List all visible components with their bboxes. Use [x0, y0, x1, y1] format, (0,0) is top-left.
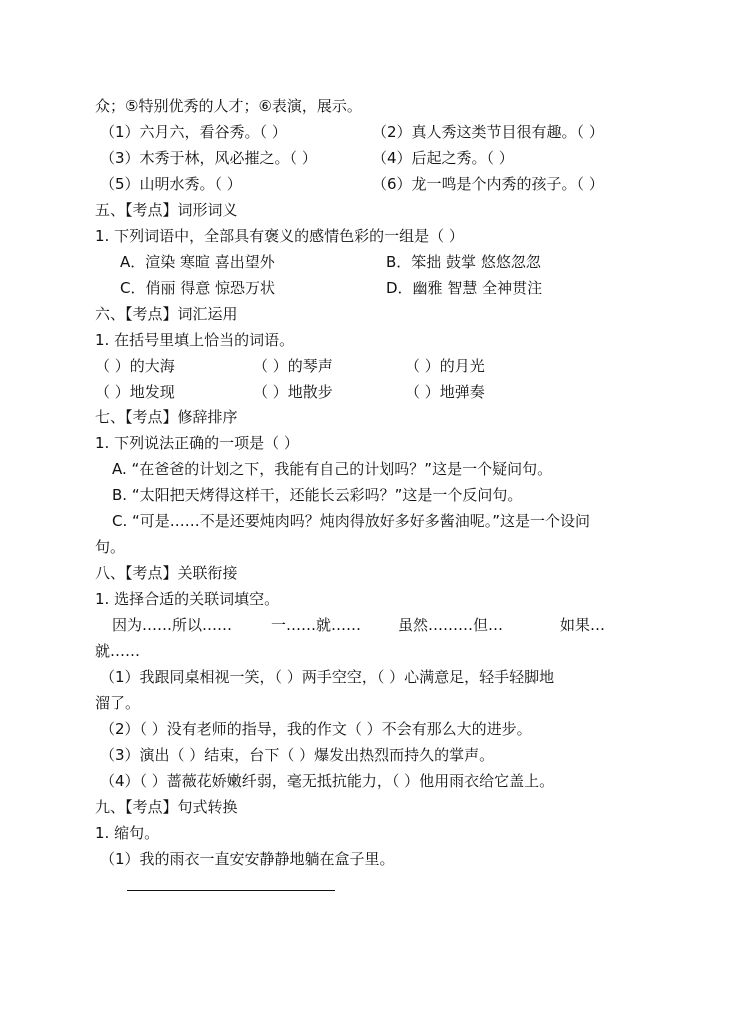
word-choice-4-cont: 就……: [95, 642, 141, 660]
section-6-heading: 六、【考点】词汇运用: [95, 305, 238, 323]
section-5-question: 1. 下列词语中，全部具有褒义的感情色彩的一组是（ ）: [95, 227, 464, 245]
section-9-heading: 九、【考点】句式转换: [95, 798, 238, 816]
option-a: A. “在爸爸的计划之下，我能有自己的计划吗？”这是一个疑问句。: [112, 460, 553, 478]
q4-item-1: （1）六月六，看谷秀。（ ）: [100, 123, 287, 141]
sentence-2: （2）（ ）没有老师的指导，我的作文（ ）不会有那么大的进步。: [100, 720, 532, 738]
option-c: C．俏丽 得意 惊恐万状: [120, 279, 276, 297]
option-b: B．笨拙 鼓掌 悠悠忽忽: [386, 253, 541, 271]
word-choice-2: 一……就……: [271, 616, 362, 634]
word-choice-3: 虽然………但…: [398, 616, 504, 634]
section-7-question: 1. 下列说法正确的一项是（ ）: [95, 434, 299, 452]
sentence-3: （3）演出（ ）结束，台下（ ）爆发出热烈而持久的掌声。: [100, 746, 495, 764]
q4-item-3: （3）木秀于林，风必摧之。（ ）: [100, 149, 317, 167]
q4-item-5: （5）山明水秀。（ ）: [100, 175, 242, 193]
word-choice-4: 如果…: [560, 616, 606, 634]
fill-blank-4: （ ）地发现: [95, 383, 175, 401]
section-7-heading: 七、【考点】修辞排序: [95, 408, 238, 426]
section-9-question: 1. 缩句。: [95, 824, 160, 842]
option-b: B. “太阳把天烤得这样干，还能长云彩吗？”这是一个反问句。: [112, 486, 523, 504]
fill-blank-1: （ ）的大海: [95, 357, 175, 375]
sentence-1-cont: 溜了。: [95, 694, 141, 712]
fill-blank-5: （ ）地散步: [253, 383, 333, 401]
answer-line: [127, 890, 335, 891]
option-c: C. “可是……不是还要炖肉吗？炖肉得放好多好多酱油呢。”这是一个设问: [112, 512, 591, 530]
fill-blank-2: （ ）的琴声: [253, 357, 333, 375]
fill-blank-3: （ ）的月光: [405, 357, 485, 375]
section-6-question: 1. 在括号里填上恰当的词语。: [95, 331, 295, 349]
sentence-1: （1）我的雨衣一直安安静静地躺在盒子里。: [100, 850, 395, 868]
option-c-cont: 句。: [95, 538, 126, 556]
section-5-heading: 五、【考点】词形词义: [95, 201, 238, 219]
sentence-1: （1）我跟同桌相视一笑，（ ）两手空空，（ ）心满意足，轻手轻脚地: [100, 668, 555, 686]
option-a: A．渲染 寒暄 喜出望外: [120, 253, 275, 271]
sentence-4: （4）（ ）蔷薇花娇嫩纤弱，毫无抵抗能力，（ ）他用雨衣给它盖上。: [100, 772, 555, 790]
intro-line: 众；⑤特别优秀的人才；⑥表演，展示。: [95, 97, 362, 115]
q4-item-6: （6）龙一鸣是个内秀的孩子。（ ）: [372, 175, 604, 193]
option-d: D．幽雅 智慧 全神贯注: [386, 279, 543, 297]
word-choice-1: 因为……所以……: [112, 616, 233, 634]
section-8-heading: 八、【考点】关联衔接: [95, 564, 238, 582]
q4-item-4: （4）后起之秀。（ ）: [372, 149, 514, 167]
section-8-question: 1. 选择合适的关联词填空。: [95, 590, 280, 608]
q4-item-2: （2）真人秀这类节目很有趣。（ ）: [372, 123, 604, 141]
fill-blank-6: （ ）地弹奏: [405, 383, 485, 401]
